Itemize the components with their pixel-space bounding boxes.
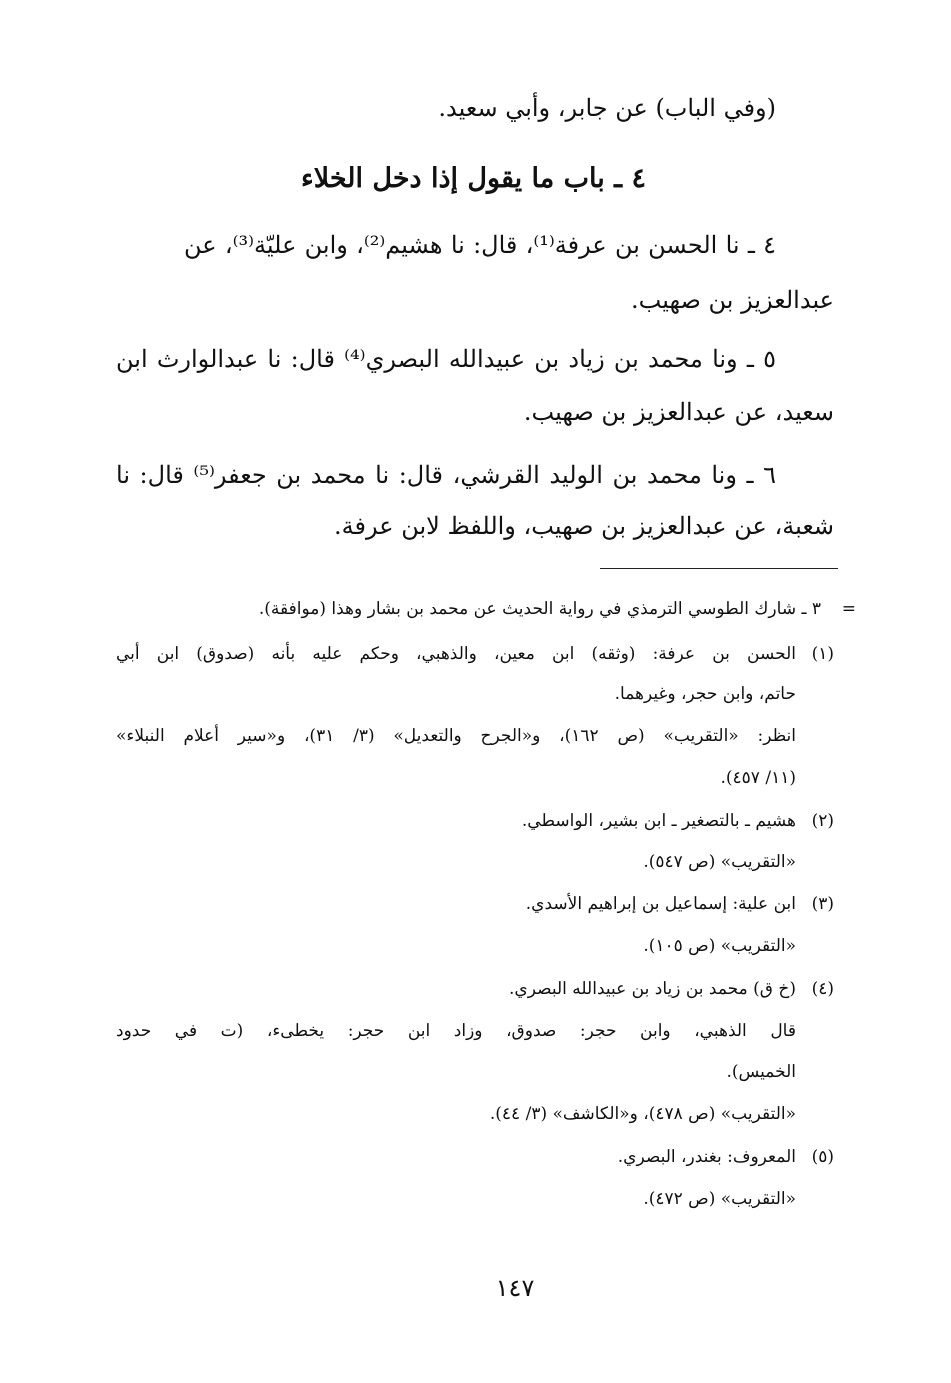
page-number: ١٤٧ [495,1274,535,1302]
footnote-4-line-4: «التقريب» (ص ٤٧٨)، و«الكاشف» (٣/ ٤٤). [489,1104,796,1124]
footnote-number-2: (٢) [811,811,834,831]
footnote-1-line-4: (١١/ ٤٥٧). [720,768,796,788]
footnote-2-line-1: هشيم ـ بالتصغير ـ ابن بشير، الواسطي. [521,811,796,831]
hadith-5-line-2: سعيد، عن عبدالعزيز بن صهيب. [523,398,834,426]
footnote-number-1: (١) [811,644,834,664]
hadith-6-line-1: ٦ ـ ونا محمد بن الوليد القرشي، قال: نا محمد بن جعفر⁽⁵⁾ قال: نا [116,461,777,489]
hadith-5-line-1: ٥ ـ ونا محمد بن زياد بن عبيدالله البصري⁽⁴⁾ قال: نا عبدالوارث ابن [116,345,776,373]
footnote-2-line-2: «التقريب» (ص ٥٤٧). [643,852,796,872]
footnote-3-line-2: «التقريب» (ص ١٠٥). [643,936,796,956]
footnote-4-line-1: (خ ق) محمد بن زياد بن عبيدالله البصري. [509,979,796,999]
hadith-4-line-2: عبدالعزيز بن صهيب. [631,286,834,314]
hadith-6-line-2: شعبة، عن عبدالعزيز بن صهيب، واللفظ لابن عرفة. [334,512,834,540]
footnote-number-3: (٣) [811,894,834,914]
footnote-number-5: (٥) [811,1147,834,1167]
footnote-4-line-3: الخميس). [726,1062,796,1082]
section-title: ٤ ـ باب ما يقول إذا دخل الخلاء [301,163,646,194]
footnote-3-line-1: ابن علية: إسماعيل بن إبراهيم الأسدي. [525,894,796,914]
hadith-4-line-1: ٤ ـ نا الحسن بن عرفة⁽¹⁾، قال: نا هشيم⁽²⁾، وابن عليّة⁽³⁾، عن [184,231,777,259]
footnote-5-line-2: «التقريب» (ص ٤٧٢). [643,1189,796,1209]
main-text-line: (وفي الباب) عن جابر، وأبي سعيد. [438,94,776,122]
footnote-1-line-2: حاتم، وابن حجر، وغيرهما. [614,684,796,704]
footnote-number-4: (٤) [811,979,834,999]
continuation-marker: = [841,599,856,619]
footnote-4-line-2: قال الذهبي، وابن حجر: صدوق، وزاد ابن حجر: يخطىء، (ت في حدود [116,1021,796,1041]
footnote-divider [600,568,838,569]
footnote-continuation: ٣ ـ شارك الطوسي الترمذي في رواية الحديث عن محمد بن بشار وهذا (موافقة). [258,599,821,619]
footnote-5-line-1: المعروف: بغندر، البصري. [617,1147,796,1167]
footnote-1-line-1: الحسن بن عرفة: (وثقه) ابن معين، والذهبي، وحكم عليه بأنه (صدوق) ابن أبي [116,644,796,664]
footnote-1-line-3: انظر: «التقريب» (ص ١٦٢)، و«الجرح والتعديل» (٣/ ٣١)، و«سير أعلام النبلاء» [116,726,796,746]
